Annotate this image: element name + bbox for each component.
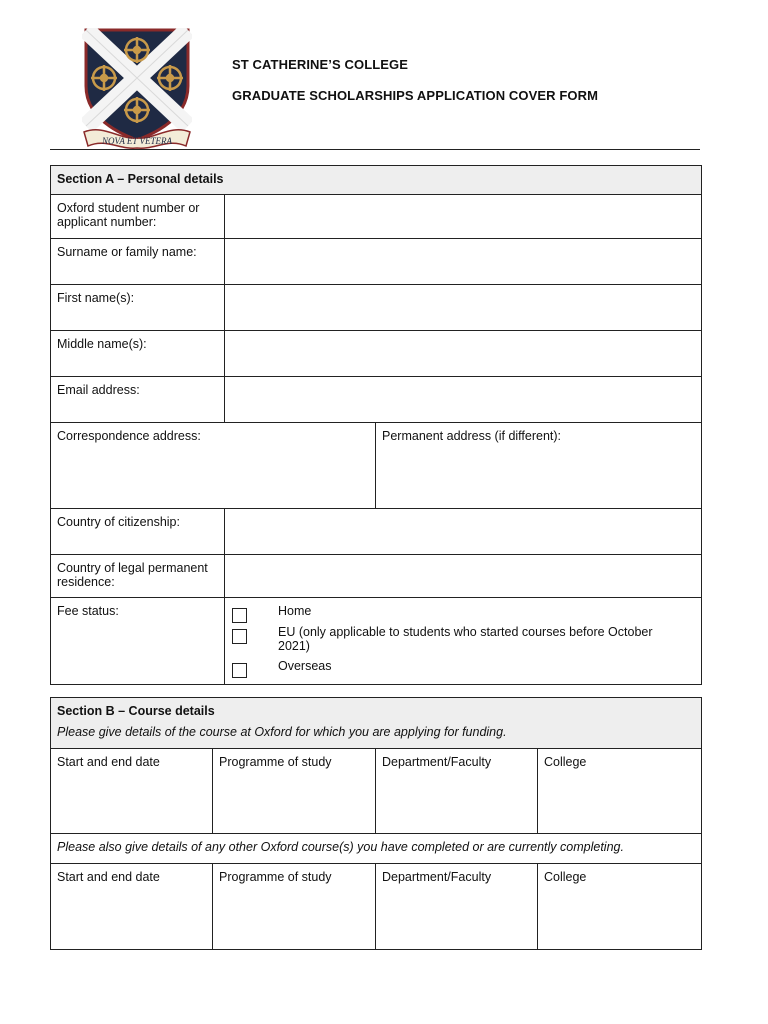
section-a-personal-details [50, 165, 702, 685]
other-course-department-field[interactable] [376, 864, 538, 950]
residence-label: Country of legal permanent residence: [51, 555, 225, 598]
college-crest [82, 28, 192, 150]
fee-home-label: Home [278, 604, 312, 618]
fee-eu-label: EU (only applicable to students who started courses before October 2021) [278, 625, 653, 653]
residence-field[interactable] [225, 555, 702, 598]
section-b-instruction: Please give details of the course at Oxford for which you are applying for funding. [57, 725, 507, 739]
surname-field[interactable] [225, 239, 702, 285]
fee-eu-checkbox[interactable] [232, 629, 247, 644]
fee-status-options [225, 598, 702, 685]
correspondence-address-label: Correspondence address: [57, 429, 201, 443]
fee-option-home[interactable] [231, 604, 695, 618]
crest-motto: NOVA ET VETERA [101, 136, 173, 146]
first-name-label: First name(s): [51, 285, 225, 331]
current-course-department-field[interactable] [376, 749, 538, 834]
fee-option-overseas[interactable] [231, 659, 695, 673]
student-number-field[interactable] [225, 195, 702, 239]
student-number-label: Oxford student number or applicant number: [51, 195, 225, 239]
column-department: Department/Faculty [382, 755, 492, 769]
form-title: GRADUATE SCHOLARSHIPS APPLICATION COVER FORM [232, 88, 599, 103]
column-college: College [544, 755, 587, 769]
other-course-programme-field[interactable] [213, 864, 376, 950]
section-b-heading: Section B – Course details Please give details of the course at Oxford for which you are applying for funding. [51, 698, 702, 749]
current-course-programme-field[interactable] [213, 749, 376, 834]
section-a-heading: Section A – Personal details [51, 166, 702, 195]
column-start-end-date: Start and end date [57, 870, 160, 884]
email-label: Email address: [51, 377, 225, 423]
fee-overseas-checkbox[interactable] [232, 663, 247, 678]
middle-name-field[interactable] [225, 331, 702, 377]
middle-name-label: Middle name(s): [51, 331, 225, 377]
other-courses-instruction: Please also give details of any other Oxford course(s) you have completed or are currently completing. [51, 834, 702, 864]
citizenship-field[interactable] [225, 509, 702, 555]
column-department: Department/Faculty [382, 870, 492, 884]
fee-status-label: Fee status: [51, 598, 225, 685]
fee-overseas-label: Overseas [278, 659, 332, 673]
permanent-address-field[interactable] [376, 423, 702, 509]
fee-option-eu[interactable] [231, 625, 695, 653]
other-course-college-field[interactable] [538, 864, 702, 950]
header-divider [50, 149, 700, 150]
column-programme: Programme of study [219, 870, 332, 884]
column-start-end-date: Start and end date [57, 755, 160, 769]
email-field[interactable] [225, 377, 702, 423]
correspondence-address-field[interactable] [51, 423, 376, 509]
citizenship-label: Country of citizenship: [51, 509, 225, 555]
current-course-dates-field[interactable] [51, 749, 213, 834]
surname-label: Surname or family name: [51, 239, 225, 285]
current-course-college-field[interactable] [538, 749, 702, 834]
first-name-field[interactable] [225, 285, 702, 331]
column-programme: Programme of study [219, 755, 332, 769]
column-college: College [544, 870, 587, 884]
other-course-dates-field[interactable] [51, 864, 213, 950]
college-name: ST CATHERINE’S COLLEGE [232, 57, 409, 72]
section-b-course-details [50, 697, 702, 950]
permanent-address-label: Permanent address (if different): [382, 429, 562, 443]
fee-home-checkbox[interactable] [232, 608, 247, 623]
form-header [232, 57, 598, 103]
